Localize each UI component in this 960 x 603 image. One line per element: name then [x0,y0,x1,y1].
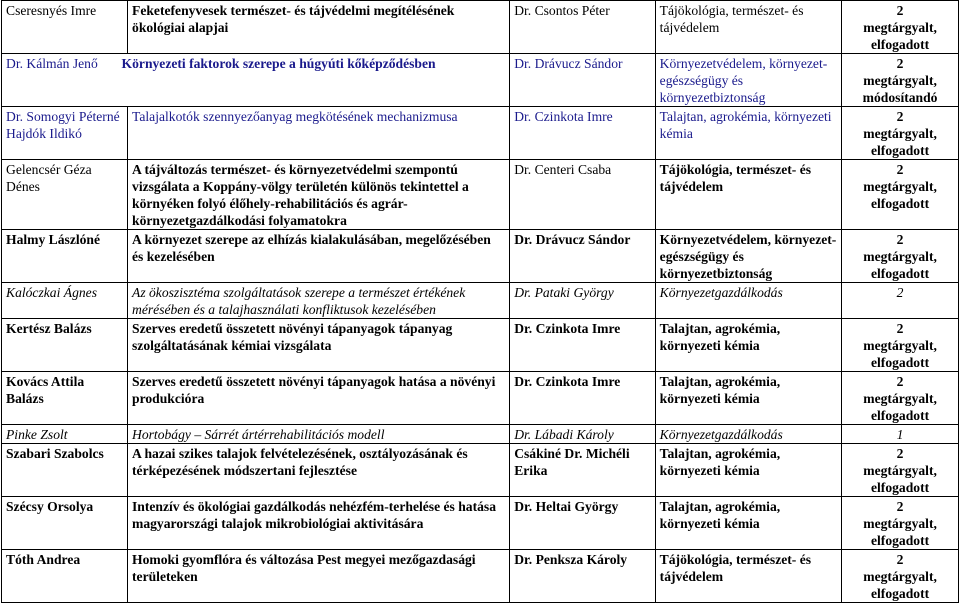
supervisor-name: Dr. Czinkota Imre [510,319,655,372]
department: Környezetvédelem, környezet-egészségügy és környezetbiztonság [655,230,841,283]
status-cell [842,372,959,425]
department: Tájökológia, természet- és tájvédelem [655,550,841,603]
thesis-title: A környezet szerepe az elhízás kialakulásában, megelőzésében és kezelésében [128,230,510,283]
status-line: megtárgyalt, [863,249,937,264]
status-line: 1 [896,427,904,442]
department: Környezetvédelem, környezet-egészségügy és környezetbiztonság [655,54,841,107]
table-row [2,372,959,425]
table-row [2,283,959,319]
table-row [2,230,959,283]
thesis-title: Hortobágy – Sárrét ártérrehabilitációs modell [128,425,510,444]
table-row [2,1,959,54]
student-name: Kalóczkai Ágnes [2,283,128,319]
thesis-title: A hazai szikes talajok felvételezésének, osztályozásának és térképezésének módszertani fejlesztése [128,444,510,497]
table-row [2,160,959,230]
supervisor-name: Dr. Pataki György [510,283,655,319]
student-name: Szabari Szabolcs [2,444,128,497]
status-line: 2 [896,446,904,461]
status-line: elfogadott [871,266,930,281]
status-line: elfogadott [871,37,930,52]
thesis-table [1,0,959,603]
status-line: 2 [896,321,904,336]
status-line: megtárgyalt, [863,463,937,478]
student-name: Kertész Balázs [2,319,128,372]
department: Talajtan, agrokémia, környezeti kémia [655,372,841,425]
name-title-cell [2,54,510,107]
status-cell [842,444,959,497]
supervisor-name: Dr. Czinkota Imre [510,372,655,425]
thesis-title: Szerves eredetű összetett növényi tápanyagok hatása a növényi produkcióra [128,372,510,425]
status-line: 2 [896,374,904,389]
supervisor-name: Dr. Csontos Péter [510,1,655,54]
supervisor-name: Dr. Penksza Károly [510,550,655,603]
student-name: Dr. Somogyi Péterné Hajdók Ildikó [2,107,128,160]
status-cell [842,1,959,54]
status-cell [842,425,959,444]
supervisor-name: Dr. Drávucz Sándor [510,54,655,107]
student-name: Pinke Zsolt [2,425,128,444]
supervisor-name: Csákiné Dr. Michéli Erika [510,444,655,497]
status-cell [842,230,959,283]
table-row [2,444,959,497]
table-row [2,425,959,444]
status-line: elfogadott [871,355,930,370]
status-line: 2 [896,56,904,71]
status-line: megtárgyalt, [863,516,937,531]
status-cell [842,54,959,107]
status-line: elfogadott [871,408,930,423]
thesis-title: Szerves eredetű összetett növényi tápanyagok tápanyag szolgáltatásának kémiai vizsgálata [128,319,510,372]
status-cell [842,497,959,550]
status-line: elfogadott [871,196,930,211]
supervisor-name: Dr. Czinkota Imre [510,107,655,160]
status-line: elfogadott [871,533,930,548]
status-cell [842,283,959,319]
status-line: megtárgyalt, [863,391,937,406]
status-line: megtárgyalt, [863,126,937,141]
thesis-title: Intenzív és ökológiai gazdálkodás nehézfém-terhelése és hatása magyarországi talajok mikrobiológiai aktivitására [128,497,510,550]
status-line: 2 [896,285,904,300]
thesis-title: Talajalkotók szennyezőanyag megkötésének mechanizmusa [128,107,510,160]
status-line: elfogadott [871,586,930,601]
status-line: 2 [896,499,904,514]
status-line: 2 [896,162,904,177]
thesis-title: Az ökoszisztéma szolgáltatások szerepe a természet értékének mérésében és a talajhasználati konfliktusok kezelésében [128,283,510,319]
department: Tájökológia, természet- és tájvédelem [655,1,841,54]
status-line: módosítandó [862,90,938,105]
student-name: Gelencsér Géza Dénes [2,160,128,230]
department: Talajtan, agrokémia, környezeti kémia [655,497,841,550]
status-cell [842,107,959,160]
supervisor-name: Dr. Drávucz Sándor [510,230,655,283]
department: Talajtan, agrokémia, környezeti kémia [655,107,841,160]
table-row [2,497,959,550]
status-line: 2 [896,552,904,567]
status-cell [842,319,959,372]
table-row [2,550,959,603]
status-line: megtárgyalt, [863,179,937,194]
status-cell [842,550,959,603]
student-name: Halmy Lászlóné [2,230,128,283]
status-line: megtárgyalt, [863,569,937,584]
supervisor-name: Dr. Heltai György [510,497,655,550]
student-name: Kovács Attila Balázs [2,372,128,425]
department: Környezetgazdálkodás [655,283,841,319]
status-line: megtárgyalt, [863,338,937,353]
status-line: megtárgyalt, [863,73,937,88]
table-row [2,54,959,107]
department: Környezetgazdálkodás [655,425,841,444]
department: Talajtan, agrokémia, környezeti kémia [655,319,841,372]
student-name: Dr. Kálmán Jenő [6,56,98,71]
status-line: megtárgyalt, [863,20,937,35]
status-line: 2 [896,232,904,247]
supervisor-name: Dr. Centeri Csaba [510,160,655,230]
status-line: elfogadott [871,143,930,158]
status-cell [842,160,959,230]
student-name: Szécsy Orsolya [2,497,128,550]
status-line: 2 [896,3,904,18]
thesis-title: Környezeti faktorok szerepe a húgyúti kőképződésben [121,56,436,71]
department: Tájökológia, természet- és tájvédelem [655,160,841,230]
student-name: Tóth Andrea [2,550,128,603]
thesis-title: Feketefenyvesek természet- és tájvédelmi megítélésének ökológiai alapjai [128,1,510,54]
status-line: elfogadott [871,480,930,495]
department: Talajtan, agrokémia, környezeti kémia [655,444,841,497]
thesis-title: A tájváltozás természet- és környezetvédelmi szempontú vizsgálata a Koppány-völgy területén különös tekintettel a környéken folyó élőhely-rehabilitációs és agrár-környezetgazdálkodási folyamatokra [128,160,510,230]
thesis-title: Homoki gyomflóra és változása Pest megyei mezőgazdasági területeken [128,550,510,603]
table-row [2,107,959,160]
table-row [2,319,959,372]
supervisor-name: Dr. Lábadi Károly [510,425,655,444]
status-line: 2 [896,109,904,124]
student-name: Cseresnyés Imre [2,1,128,54]
